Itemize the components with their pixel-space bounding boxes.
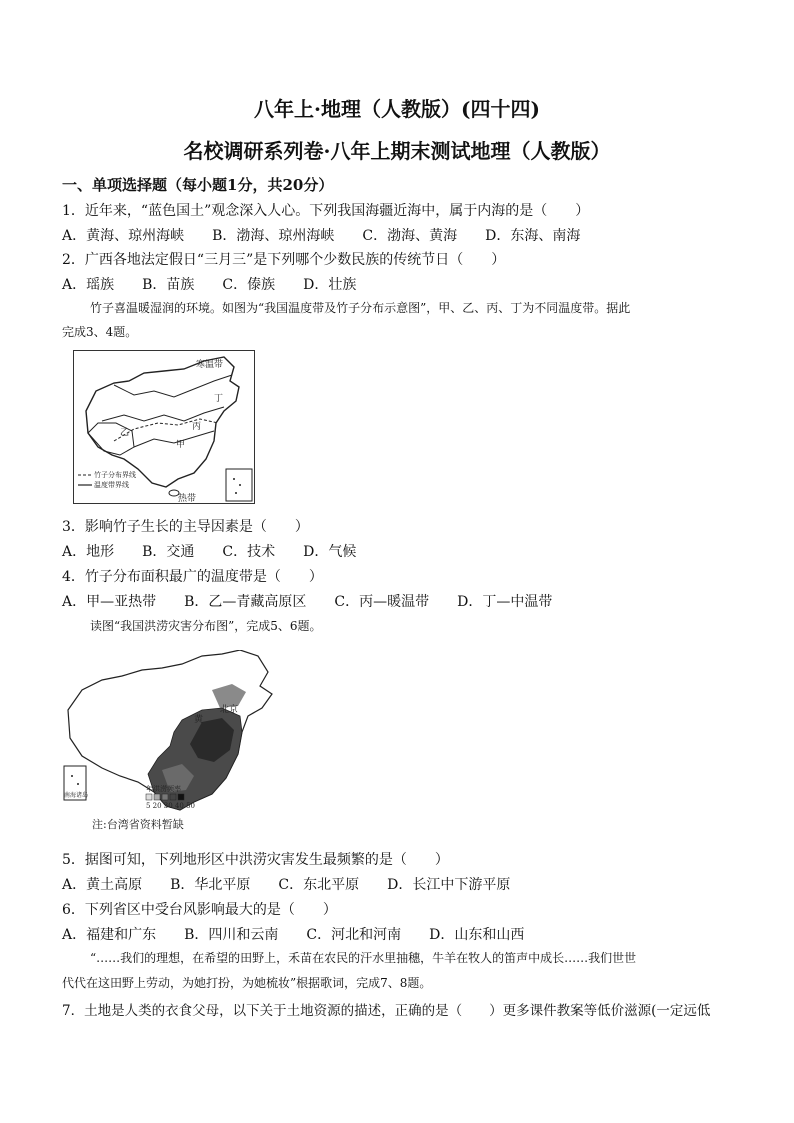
question-3-stem: 3．影响竹子生长的主导因素是（ ） — [62, 519, 309, 535]
question-7-stem: 7．土地是人类的衣食父母，以下关于土地资源的描述，正确的是（ ）更多课件教案等低价滋源(一定远低 — [62, 1003, 711, 1019]
question-2-options: A．瑶族 B．苗族 C．傣族 D．壮族 — [62, 277, 357, 293]
label-ding: 丁 — [214, 394, 224, 404]
label-cold-temperate: 寒温带 — [196, 360, 224, 370]
intro-3-4-line2: 完成3、4题。 — [62, 325, 138, 339]
question-6-options: A．福建和广东 B．四川和云南 C．河北和河南 D．山东和山西 — [62, 927, 525, 943]
label-beijing: 北京 — [220, 705, 239, 715]
page-title: 八年上·地理（人教版）(四十四) — [254, 97, 540, 121]
intro-7-8-line2: 代代在这田野上劳动，为她打扮，为她梳妆”根据歌词，完成7、8题。 — [62, 976, 432, 990]
legend-bamboo-boundary: 竹子分布界线 — [94, 471, 136, 479]
question-3-options: A．地形 B．交通 C．技术 D．气候 — [62, 544, 357, 560]
temperature-zone-bamboo-map — [73, 350, 255, 504]
map-note-taiwan: 注:台湾省资料暂缺 — [92, 818, 184, 831]
question-4-options: A．甲—亚热带 B．乙—青藏高原区 C．丙—暖温带 D．丁—中温带 — [62, 594, 553, 610]
label-south-china-sea-islands: 南海诸岛 — [64, 792, 89, 799]
question-5-options: A．黄土高原 B．华北平原 C．东北平原 D．长江中下游平原 — [62, 877, 511, 893]
question-1-options: A．黄海、琼州海峡 B．渤海、琼州海峡 C．渤海、黄海 D．东海、南海 — [62, 228, 581, 244]
legend-temperature-boundary: 温度带界线 — [94, 481, 129, 489]
question-4-stem: 4．竹子分布面积最广的温度带是（ ） — [62, 569, 323, 585]
section-heading: 一、单项选择题（每小题1分，共20分） — [62, 176, 334, 194]
question-5-stem: 5．据图可知，下列地形区中洪涝灾害发生最频繁的是（ ） — [62, 852, 449, 868]
question-6-stem: 6．下列省区中受台风影响最大的是（ ） — [62, 902, 337, 918]
page-subtitle: 名校调研系列卷·八年上期末测试地理（人教版） — [183, 139, 611, 163]
label-huang: 黄 — [194, 715, 204, 725]
intro-7-8-line1: “……我们的理想，在希望的田野上，禾苗在农民的汗水里抽穗，牛羊在牧人的笛声中成长……我们世世 — [90, 951, 637, 965]
label-jia: 甲 — [176, 440, 186, 450]
intro-5-6: 读图“我国洪涝灾害分布图”，完成5、6题。 — [90, 619, 322, 633]
legend-scale-values: 5 20 30 40 50 — [146, 802, 195, 810]
flood-disaster-map — [62, 650, 278, 832]
label-yi: 乙 — [120, 428, 130, 438]
legend-flood-frequency: 年洪涝频率 — [146, 785, 181, 793]
question-1-stem: 1．近年来，“蓝色国土”观念深入人心。下列我国海疆近海中，属于内海的是（ ） — [62, 203, 590, 219]
label-bing: 丙 — [192, 422, 202, 432]
question-2-stem: 2．广西各地法定假日“三月三”是下列哪个少数民族的传统节日（ ） — [62, 252, 506, 268]
label-tropic: 热带 — [178, 494, 197, 504]
intro-3-4-line1: 竹子喜温暖湿润的环境。如图为“我国温度带及竹子分布示意图”，甲、乙、丙、丁为不同温度带。据此 — [90, 301, 631, 315]
